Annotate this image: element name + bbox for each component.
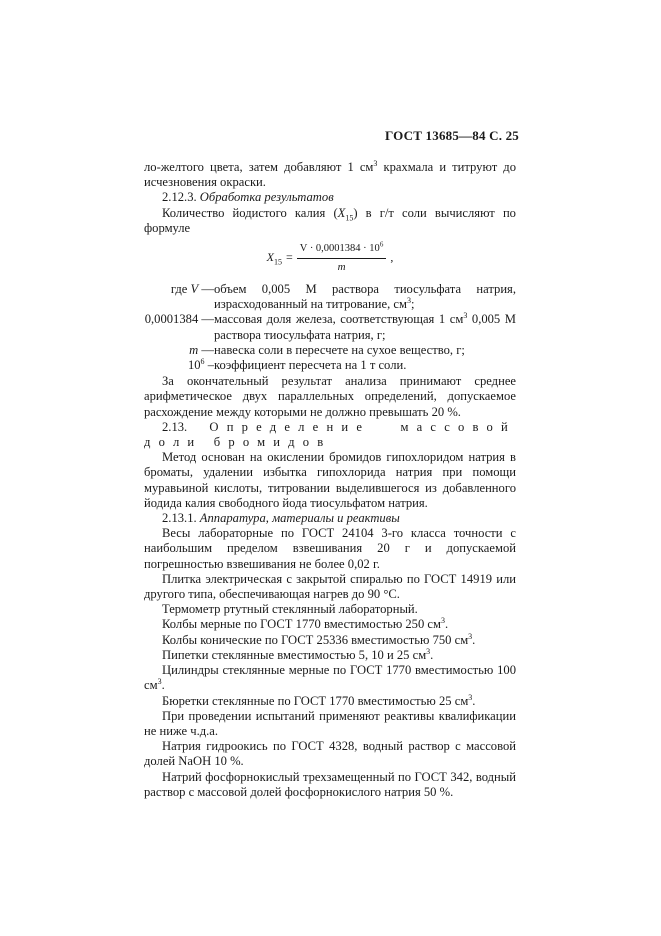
formula: $X_{15}$ = $\frac{V \cdot 0,0001384 \cdot 10^6}{m}$ ,	[144, 242, 516, 274]
list-item: Колбы конические по ГОСТ 25336 вместимостью 750 $см^3$.	[162, 631, 476, 647]
body-text	[144, 160, 516, 800]
result-paragraph: За окончательный результат анализа принимают среднее арифметическое двух параллельных определений, допускаемое расхождение между которыми не должно превышать 20 %.	[144, 374, 516, 419]
list-item: Пипетки стеклянные вместимостью 5, 10 и 25 $см^3$.	[162, 646, 434, 662]
list-item: Натрий фосфорнокислый трехзамещенный по ГОСТ 342, водный раствор с массовой долей фосфорнокислого натрия 50 %.	[144, 769, 516, 799]
list-item: Цилиндры стеклянные мерные по ГОСТ 1770 вместимостью 100 $см^3$.	[144, 663, 516, 693]
definition-row: m — навеска соли в пересчете на сухое вещество, г;	[189, 342, 465, 357]
definition-row: $10^6$ – коэффициент пересчета на 1 т соли.	[187, 356, 407, 373]
definition-row: 0,0001384 — массовая доля железа, соответствующая 1 $см^3$ 0,005 М раствора тиосульфата натрия, г;	[144, 311, 516, 342]
list-item: Плитка электрическая с закрытой спиралью по ГОСТ 14919 или другого типа, обеспечивающая нагрев до 90 °С.	[144, 571, 516, 602]
list-item: Бюретки стеклянные по ГОСТ 1770 вместимостью 25 $см^3$.	[162, 692, 476, 708]
list-item: Термометр ртутный стеклянный лабораторный.	[162, 602, 418, 617]
list-item: При проведении испытаний применяют реактивы квалификации не ниже ч.д.а.	[144, 708, 516, 738]
section-2-13-1-heading: 2.13.1. Аппаратура, материалы и реактивы	[162, 511, 400, 526]
list-item: Весы лабораторные по ГОСТ 24104 3-го класса точности с наибольшим пределом взвешивания 20 г и допускаемой погрешностью взвешивания не более 0,02 г.	[144, 526, 516, 571]
variable-definitions	[144, 282, 516, 373]
list-item: Колбы мерные по ГОСТ 1770 вместимостью 250 $см^3$.	[162, 616, 449, 632]
page-header: ГОСТ 13685—84 С. 25	[385, 128, 519, 143]
continued-paragraph: ло-желтого цвета, затем добавляют 1 $см^3$ крахмала и титруют до исчезновения окраски.	[144, 158, 516, 190]
equipment-list	[144, 526, 516, 800]
definition-row: где V — объем 0,005 М раствора тиосульфата натрия, израсходованный на титрование, $см^3$;	[170, 282, 516, 312]
formula-intro-paragraph: Количество йодистого калия $(X_{15})$ в г/т соли вычисляют по формуле	[144, 205, 516, 235]
method-paragraph: Метод основан на окислении бромидов гипохлоридом натрия в броматы, удалении избытка гипохлорида натрия при помощи муравьиной кислоты, титровании выделившегося из добавленного йодида калия свободного йода тиосульфатом натрия.	[144, 450, 516, 510]
section-2-13-heading: 2.13. Определение массовой доли бромидов	[144, 419, 516, 450]
list-item: Натрия гидроокись по ГОСТ 4328, водный раствор с массовой долей NaOH 10 %.	[144, 739, 516, 769]
formula-fraction	[297, 241, 387, 274]
section-2-12-3-heading: 2.12.3. Обработка результатов	[162, 190, 334, 205]
formula-numerator: $V \cdot 0,0001384 \cdot 10^6$	[297, 241, 387, 258]
formula-denominator: m	[337, 260, 346, 273]
